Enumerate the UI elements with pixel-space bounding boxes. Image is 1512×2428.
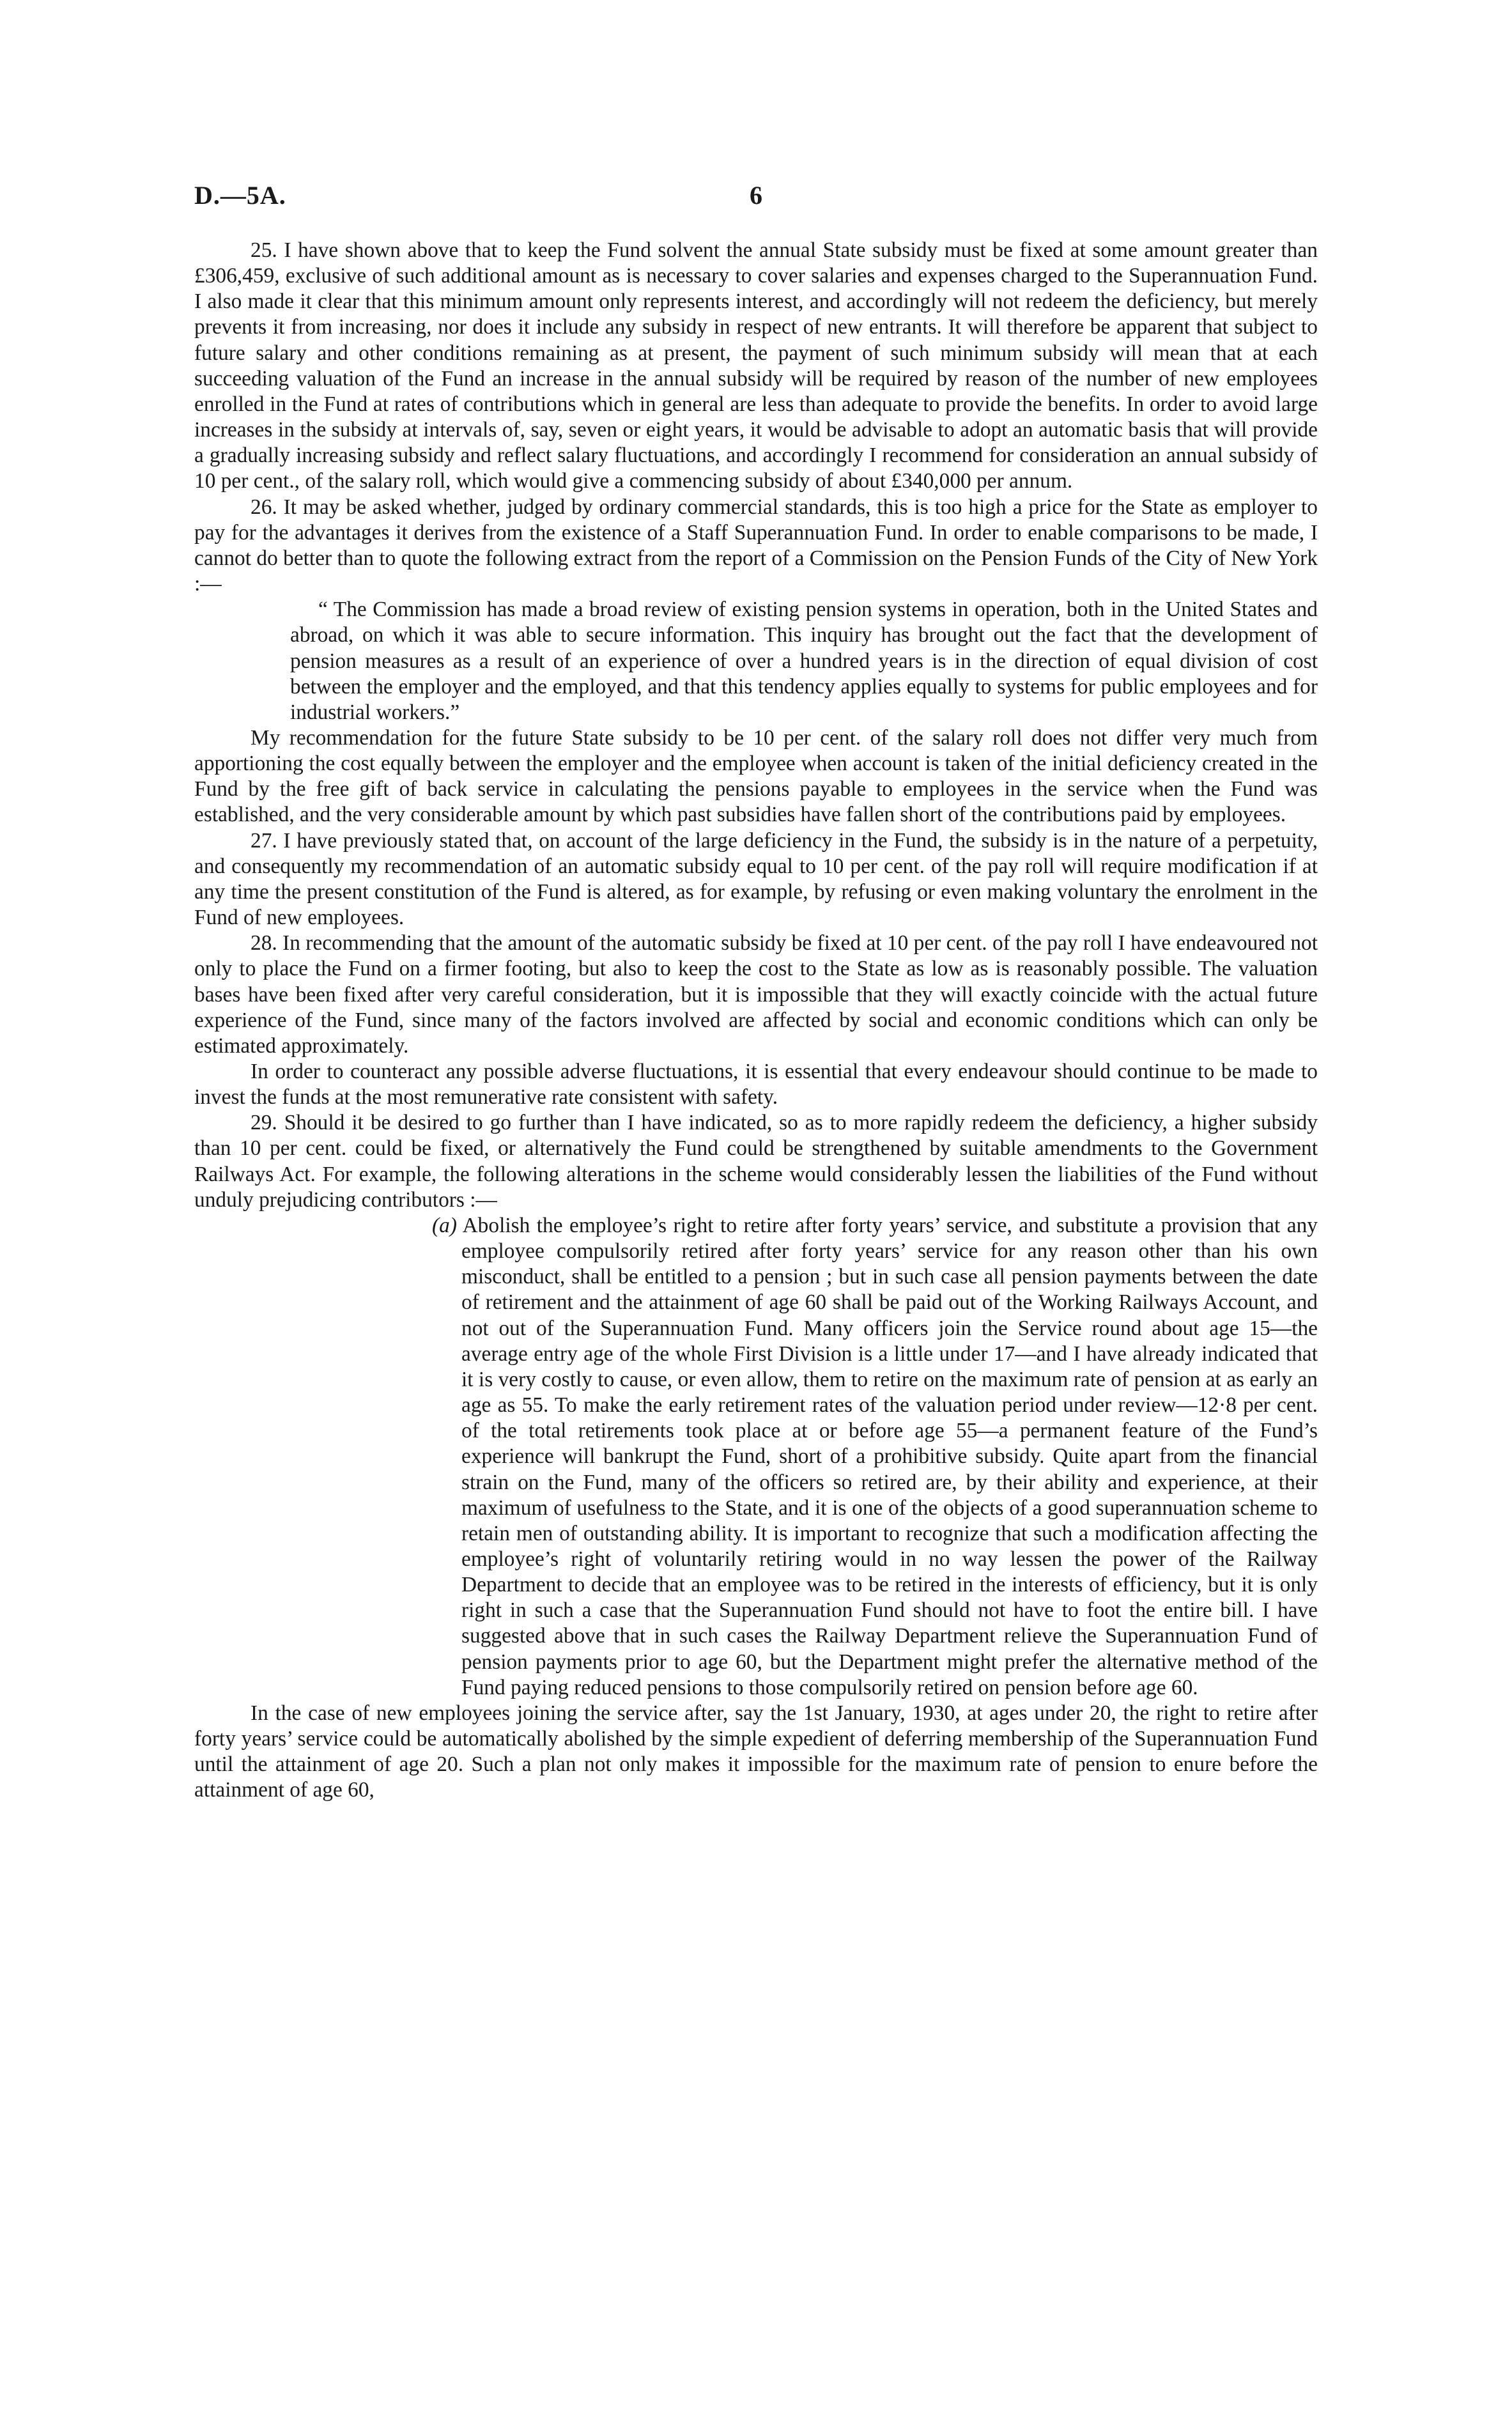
paragraph-25: 25. I have shown above that to keep the Fund solvent the annual State subsidy must be fixed at some amount greater than £306,459, exclusive of such additional amount as is necessary to cover salaries and expenses charged to the Superannuation Fund. I also made it clear that this minimum amount only represents interest, and accordingly will not redeem the deficiency, but merely prevents it from increasing, nor does it include any subsidy in respect of new entrants. It will therefore be apparent that subject to future salary and other conditions remaining as at present, the payment of such minimum subsidy will mean that at each succeeding valuation of the Fund an increase in the annual subsidy will be required by reason of the number of new employees enrolled in the Fund at rates of contributions which in general are less than adequate to provide the benefits. In order to avoid large increases in the subsidy at intervals of, say, seven or eight years, it would be advisable to adopt an automatic basis that will provide a gradually increasing subsidy and reflect salary fluctuations, and accordingly I recommend for consideration an annual subsidy of 10 per cent., of the salary roll, which would give a commencing subsidy of about £340,000 per annum.: [194, 238, 1318, 493]
paragraph-27: 27. I have previously stated that, on account of the large deficiency in the Fund, the subsidy is in the nature of a perpetuity, and consequently my recommendation of an automatic subsidy equal to 10 per cent. of the pay roll will require modification if at any time the present constitution of the Fund is altered, as for example, by refusing or even making voluntary the enrolment in the Fund of new employees.: [194, 828, 1318, 930]
list-item-text: Abolish the employee’s right to retire after forty years’ service, and substitute a provision that any employee compulsorily retired after forty years’ service for any reason other than his own misconduct, shall be entitled to a pension ; but in such case all pension payments between the date of retirement and the attainment of age 60 shall be paid out of the Working Railways Account, and not out of the Superannuation Fund. Many officers join the Service round about age 15—the average entry age of the whole First Division is a little under 17—and I have already indicated that it is very costly to cause, or even allow, them to retire on the maximum rate of pension at as early an age as 55. To make the early retirement rates of the valuation period under review—12·8 per cent. of the total retirements took place at or before age 55—a permanent feature of the Fund’s experience will bankrupt the Fund, short of a prohibitive subsidy. Quite apart from the financial strain on the Fund, many of the officers so retired are, by their ability and experience, at their maximum of usefulness to the State, and it is one of the objects of a good superannuation scheme to retain men of outstanding ability. It is important to recognize that such a modification affecting the employee’s right of voluntarily retiring would in no way lessen the power of the Railway Department to decide that an employee was to be retired in the interests of efficiency, but it is only right in such a case that the Superannuation Fund should not have to foot the entire bill. I have suggested above that in such cases the Railway Department relieve the Superannuation Fund of pension payments prior to age 60, but the Department might prefer the alternative method of the Fund paying reduced pensions to those compulsorily retired on pension before age 60.: [461, 1213, 1318, 1699]
paragraph-29-continued: In the case of new employees joining the service after, say the 1st January, 1930, at ages under 20, the right to retire after forty years’ service could be automatically abolished by the simple expedient of deferring membership of the Superannuation Fund until the attainment of age 20. Such a plan not only makes it impossible for the maximum rate of pension to enure before the attainment of age 60,: [194, 1701, 1318, 1802]
page-header: [194, 180, 1318, 219]
paragraph-26-continued: My recommendation for the future State subsidy to be 10 per cent. of the salary roll does not differ very much from apportioning the cost equally between the employer and the employee when account is taken of the initial deficiency created in the Fund by the free gift of back service in calculating the pensions payable to employees in the service when the Fund was established, and the very considerable amount by which past subsidies have fallen short of the contributions paid by employees.: [194, 725, 1318, 827]
page-number: 6: [750, 181, 762, 210]
paragraph-29: 29. Should it be desired to go further than I have indicated, so as to more rapidly redeem the deficiency, a higher subsidy than 10 per cent. could be fixed, or alternatively the Fund could be strengthened by suitable amendments to the Government Railways Act. For example, the following alterations in the scheme would considerably lessen the liabilities of the Fund without unduly prejudicing contributors :—: [194, 1111, 1318, 1212]
document-body: [194, 238, 1318, 1804]
document-reference: D.—5A.: [194, 181, 286, 210]
paragraph-28: 28. In recommending that the amount of the automatic subsidy be fixed at 10 per cent. of the pay roll I have endeavoured not only to place the Fund on a firmer footing, but also to keep the cost to the State as low as is reasonably possible. The valuation bases have been fixed after very careful consideration, but it is impossible that they will exactly coincide with the actual future experience of the Fund, since many of the factors involved are affected by social and economic conditions which can only be estimated approximately.: [194, 931, 1318, 1058]
paragraph-28-continued: In order to counteract any possible adverse fluctuations, it is essential that every endeavour should continue to be made to invest the funds at the most remunerative rate consistent with safety.: [194, 1060, 1318, 1110]
list-item-label: (a): [432, 1213, 457, 1237]
block-quote: “ The Commission has made a broad review of existing pension systems in operation, both in the United States and abroad, on which it was able to secure information. This inquiry has brought out the fact that the development of pension measures as a result of an experience of over a hundred years is in the direction of equal division of cost between the employer and the employed, and that this tendency applies equally to systems for public employees and for industrial workers.”: [290, 598, 1318, 724]
paragraph-26: 26. It may be asked whether, judged by ordinary commercial standards, this is too high a price for the State as employer to pay for the advantages it derives from the existence of a Staff Superannuation Fund. In order to enable comparisons to be made, I cannot do better than to quote the following extract from the report of a Commission on the Pension Funds of the City of New York :—: [194, 495, 1318, 596]
list-item-a: [432, 1213, 1318, 1701]
